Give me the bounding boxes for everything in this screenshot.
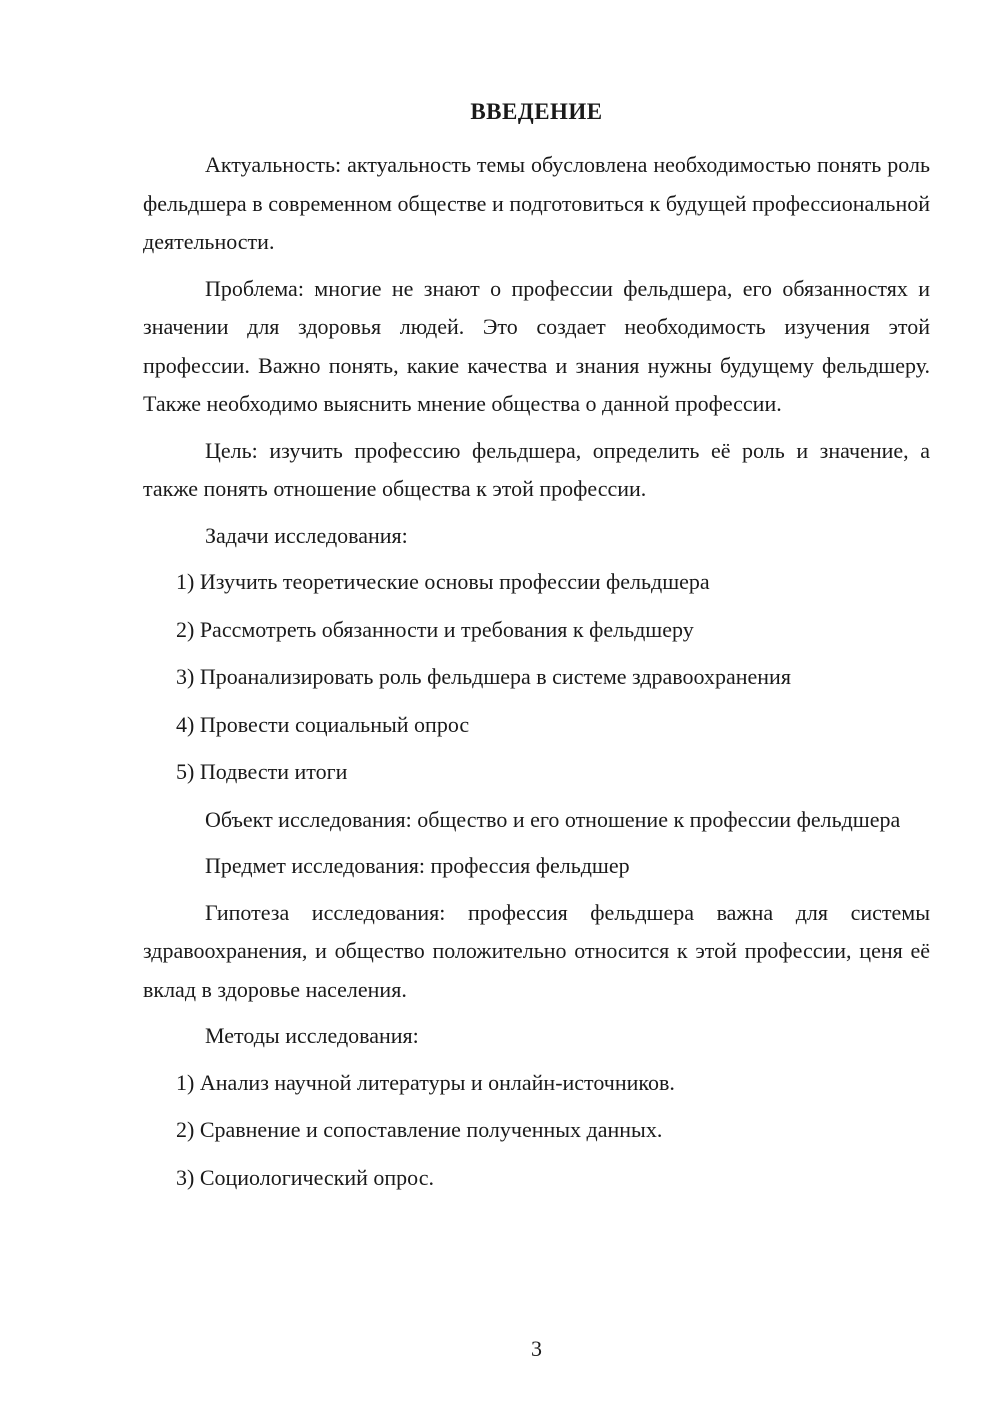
section-title: ВВЕДЕНИЕ [470, 99, 603, 124]
task-list-item-3: 3) Проанализировать роль фельдшера в системе здравоохранения [176, 664, 791, 690]
page-number: 3 [531, 1335, 542, 1361]
paragraph-goal: Цель: изучить профессию фельдшера, определить её роль и значение, а также понять отношение общества к этой профессии. [143, 437, 930, 502]
paragraph-problem: Проблема: многие не знают о профессии фельдшера, его обязанностях и значении для здоровья людей. Это создает необходимость изучения этой профессии. Важно понять, какие качества и знания нужны будущему фельдшеру. Также необходимо выяснить мнение общества о данной профессии. [143, 275, 930, 417]
paragraph-object: Объект исследования: общество и его отношение к профессии фельдшера [205, 806, 901, 832]
task-list-item-4: 4) Провести социальный опрос [176, 711, 470, 737]
paragraph-methods-heading: Методы исследования: [205, 1023, 419, 1049]
paragraph-tasks-heading: Задачи исследования: [205, 522, 408, 548]
method-list-item-2: 2) Сравнение и сопоставление полученных данных. [176, 1117, 663, 1143]
method-list-item-1: 1) Анализ научной литературы и онлайн-источников. [176, 1069, 675, 1095]
paragraph-hypothesis: Гипотеза исследования: профессия фельдшера важна для системы здравоохранения, и общество положительно относится к этой профессии, ценя её вклад в здоровье населения. [143, 899, 930, 1002]
paragraph-relevance: Актуальность: актуальность темы обусловлена необходимостью понять роль фельдшера в современном обществе и подготовиться к будущей профессиональной деятельности. [143, 152, 930, 255]
task-list-item-5: 5) Подвести итоги [176, 759, 348, 785]
method-list-item-3: 3) Социологический опрос. [176, 1164, 434, 1190]
task-list-item-2: 2) Рассмотреть обязанности и требования к фельдшеру [176, 616, 694, 642]
task-list-item-1: 1) Изучить теоретические основы профессии фельдшера [176, 569, 710, 595]
paragraph-subject: Предмет исследования: профессия фельдшер [205, 853, 630, 879]
